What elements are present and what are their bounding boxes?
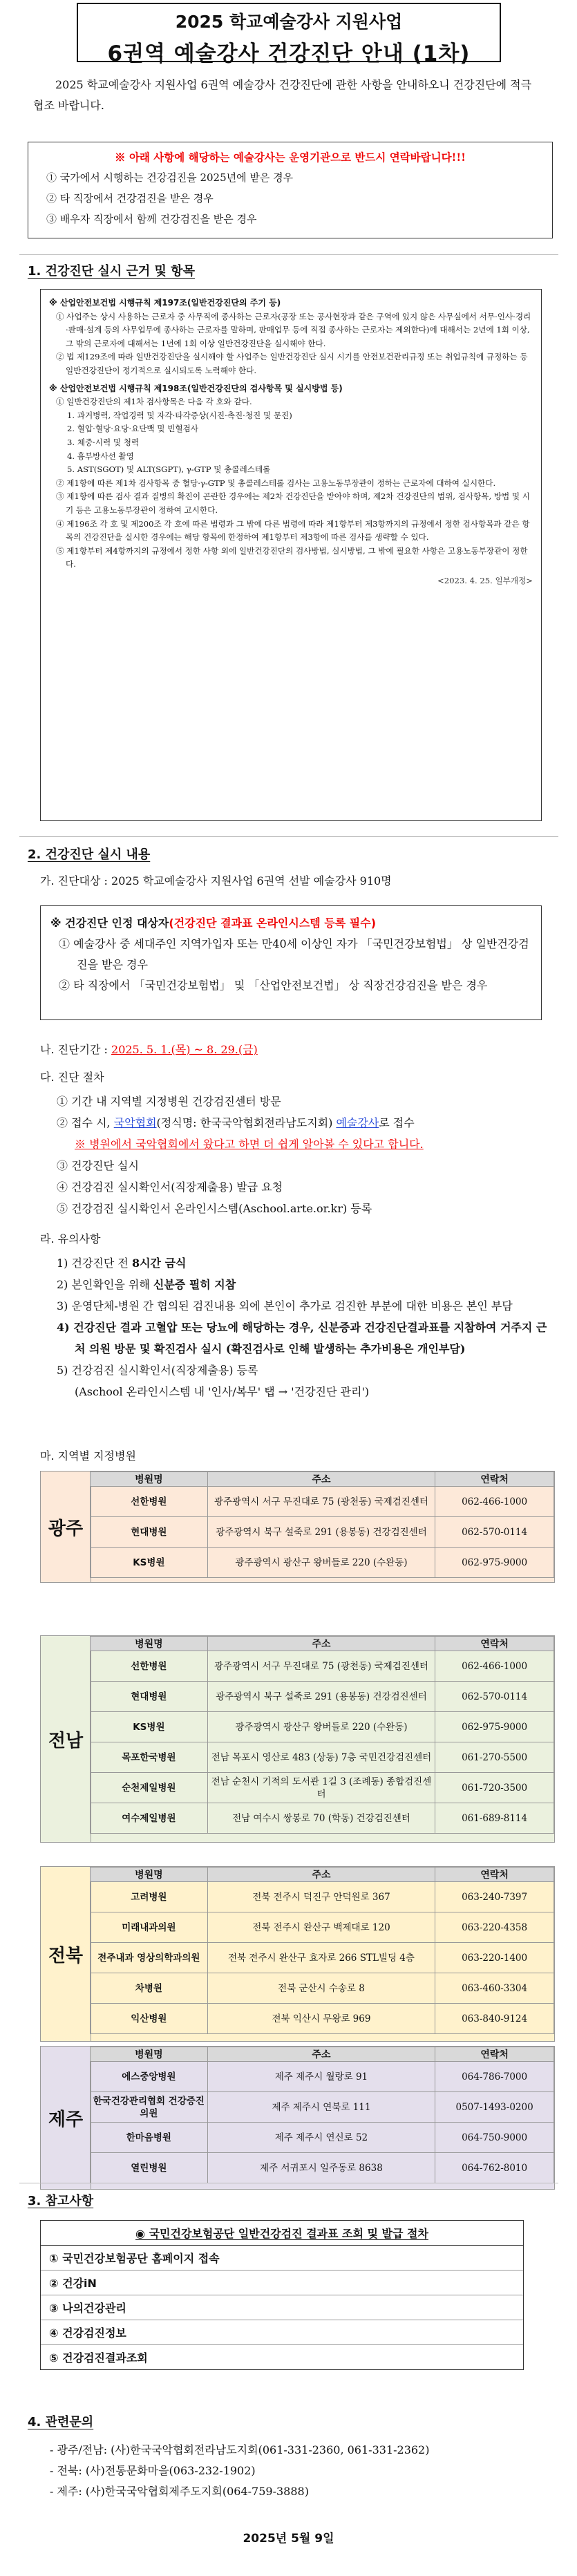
hospital-phone: 063-240-7397 (435, 1882, 554, 1912)
hospital-name: 현대병원 (91, 1517, 208, 1548)
intro-paragraph: 2025 학교예술강사 지원사업 6권역 예술강사 건강진단에 관한 사항을 안내하오니 건강진단에 적극 협조 바랍니다. (33, 78, 532, 112)
reference-step: ② 건강iN (41, 2271, 523, 2295)
hospital-address: 전북 전주시 덕진구 안덕원로 367 (207, 1882, 435, 1912)
section-1-title (28, 261, 195, 279)
hospital-table (90, 2047, 554, 2183)
procedure-step: ④ 건강검진 실시확인서(직장제출용) 발급 요청 (57, 1181, 283, 1194)
table-header: 연락처 (435, 1472, 554, 1487)
table-row (91, 1882, 554, 1912)
hospital-phone: 063-460-3304 (435, 1973, 554, 2004)
region-table (40, 2046, 555, 2190)
law-clause: ① 사업주는 상시 사용하는 근로자 중 사무직에 종사하는 근로자(공장 또는 공사현장과 같은 구역에 있지 않은 사무실에서 서무·인사·경리·판매·설계 등의 사무업무에 종사하는 근로자를 말하며, 판매업무 등에 직접 종사하는 근로자는 제외한다)에 대해서는 2년에 1회 이상, 그 밖의 근로자에 대해서는 1년에 1회 이상 일반건강진단을 실시해야 한다. (56, 311, 531, 348)
table-row (91, 1682, 554, 1712)
hospital-address: 광주광역시 서구 무진대로 75 (광천동) 국제검진센터 (207, 1651, 435, 1682)
eligible-item: ② 타 직장에서 「국민건강보험법」 및 「산업안전보건법」 상 직장건강검진을 받은 경우 (59, 979, 488, 992)
section-3-label: 3. 참고사항 (28, 2194, 94, 2208)
hospital-phone: 062-570-0114 (435, 1682, 554, 1712)
reference-step: ⑤ 건강검진결과조회 (49, 2351, 148, 2365)
table-header: 주소 (207, 1868, 435, 1882)
table-row (91, 1773, 554, 1803)
hospital-address: 전북 전주시 완산구 백제대로 120 (207, 1912, 435, 1943)
law-subitem: 3. 체중·시력 및 청력 (67, 437, 140, 447)
diagnosis-period: 나. 진단기간 : 2025. 5. 1.(목) ~ 8. 29.(금) (40, 1043, 258, 1056)
hospital-name: 차병원 (91, 1973, 208, 2004)
law-subitem: 1. 과거병력, 작업경력 및 자각·타각증상(시진·촉진·청진 및 문진) (67, 410, 292, 420)
law-clause: ② 제1항에 따른 제1차 검사항목 중 혈당·γ-GTP 및 총콜레스테롤 검사는 고용노동부장관이 정하는 근로자에 대하여 실시한다. (56, 478, 496, 488)
hospital-phone: 063-220-4358 (435, 1912, 554, 1943)
table-header: 주소 (207, 2047, 435, 2062)
hospital-name: 여수제일병원 (91, 1803, 208, 1834)
reference-heading: ◉ 국민건강보험공단 일반건강검진 결과표 조회 및 발급 절차 (41, 2221, 523, 2246)
contact-item: - 전북: (사)전통문화마을(063-232-1902) (50, 2464, 256, 2477)
table-row (91, 1548, 554, 1578)
table-row (91, 1487, 554, 1517)
table-header: 병원명 (91, 2047, 208, 2062)
hospital-name: 한마음병원 (91, 2123, 208, 2153)
table-header: 병원명 (91, 1472, 208, 1487)
law-heading-198: ※ 산업안전보건법 시행규칙 제198조(일반건강진단의 검사항목 및 실시방법 등) (49, 383, 343, 393)
law-clause: ③ 제1항에 따른 검사 결과 질병의 확진이 곤란한 경우에는 제2차 건강진단을 받아야 하며, 제2차 건강진단의 범위, 검사항목, 방법 및 시기 등은 고용노동부장관이 정하여 고시한다. (56, 491, 530, 515)
precautions-list (57, 1252, 554, 1402)
diagnosis-target: 가. 진단대상 : 2025 학교예술강사 지원사업 6권역 선발 예술강사 910명 (40, 874, 392, 887)
hospital-phone: 063-840-9124 (435, 2004, 554, 2034)
hospital-phone: 063-220-1400 (435, 1943, 554, 1973)
hospital-name: KS병원 (91, 1548, 208, 1578)
hospital-table (90, 1472, 554, 1578)
notice-box (28, 142, 553, 238)
reference-box (40, 2220, 524, 2370)
table-row (91, 2092, 554, 2123)
table-row (91, 1973, 554, 2004)
section-4-label: 4. 관련문의 (28, 2415, 94, 2429)
hospital-address: 전북 전주시 완산구 효자로 266 STL빌딩 4층 (207, 1943, 435, 1973)
table-row (91, 2004, 554, 2034)
region-table (40, 1866, 555, 2042)
hospital-phone: 061-270-5500 (435, 1742, 554, 1773)
precaution-item: 3) 운영단체-병원 간 협의된 검진내용 외에 본인이 추가로 검진한 부분에 대한 비용은 본인 부담 (57, 1299, 513, 1313)
law-clause: ④ 제196조 각 호 및 제200조 각 호에 따른 법령과 그 밖에 다른 법령에 따라 제1항부터 제3항까지의 규정에서 정한 검사항목과 같은 항목의 건강진단을 실시한 경우에는 해당 항목에 한정하여 제1항부터 제3항에 따른 검사를 생략할 수 있다. (56, 518, 530, 543)
precautions-heading: 라. 유의사항 (40, 1232, 101, 1245)
hospital-name: 익산병원 (91, 2004, 208, 2034)
region-name: 광주 (41, 1472, 91, 1582)
hospital-address: 전남 목포시 영산로 483 (상동) 7층 국민건강검진센터 (207, 1742, 435, 1773)
law-subitem: 5. AST(SGOT) 및 ALT(SGPT), γ-GTP 및 총콜레스테롤 (67, 464, 271, 475)
title-box (77, 3, 501, 66)
hospital-name: 목포한국병원 (91, 1742, 208, 1773)
law-clause: ① 일반건강진단의 제1차 검사항목은 다음 각 호와 같다. (56, 397, 252, 407)
section-divider (19, 254, 558, 255)
hospital-phone: 062-466-1000 (435, 1651, 554, 1682)
hospital-phone: 064-762-8010 (435, 2153, 554, 2183)
table-header: 병원명 (91, 1637, 208, 1651)
table-row (91, 1712, 554, 1742)
table-header: 연락처 (435, 1637, 554, 1651)
hospital-name: 에스중앙병원 (91, 2062, 208, 2092)
reference-step: ③ 나의건강관리 (41, 2295, 523, 2320)
table-row (91, 1943, 554, 1973)
table-header: 연락처 (435, 1868, 554, 1882)
hospital-phone: 062-466-1000 (435, 1487, 554, 1517)
notice-item: ③ 배우자 직장에서 함께 건강검진을 받은 경우 (46, 213, 257, 225)
contact-item: - 제주: (사)한국국악협회제주도지회(064-759-3888) (50, 2485, 309, 2498)
precaution-item: 4) 건강진단 결과 고혈압 또는 당뇨에 해당하는 경우, 신분증과 건강진단결과표를 지참하여 거주지 근처 의원 방문 및 확진검사 실시 (확진검사로 인해 발생하는 추가비용은 개인부담) (57, 1321, 547, 1355)
hospital-name: 선한병원 (91, 1651, 208, 1682)
law-subitem: 2. 혈압·혈당·요당·요단백 및 빈혈검사 (67, 424, 198, 434)
notice-item: ① 국가에서 시행하는 건강검진을 2025년에 받은 경우 (46, 171, 294, 184)
hospital-name: 전주내과 영상의학과의원 (91, 1943, 208, 1973)
section-2-label: 2. 건강진단 실시 내용 (28, 847, 151, 862)
law-subitem: 4. 흉부방사선 촬영 (67, 451, 134, 461)
hospital-address: 전북 군산시 수송로 8 (207, 1973, 435, 2004)
hospital-table (90, 1867, 554, 2034)
procedure-step: ① 기간 내 지역별 지정병원 건강검진센터 방문 (57, 1095, 281, 1108)
hospital-table (90, 1636, 554, 1834)
section-2-title (28, 845, 150, 863)
law-box (40, 289, 542, 821)
region-name: 전북 (41, 1867, 91, 2041)
hospital-address: 제주 제주시 연신로 52 (207, 2123, 435, 2153)
eligible-item: ① 예술강사 중 세대주인 지역가입자 또는 만40세 이상인 자가 「국민건강보험법」 상 일반건강검진을 받은 경우 (59, 937, 529, 971)
table-row (91, 1651, 554, 1682)
hospital-phone: 0507-1493-0200 (435, 2092, 554, 2123)
hospital-address: 광주광역시 서구 무진대로 75 (광천동) 국제검진센터 (207, 1487, 435, 1517)
table-header: 주소 (207, 1472, 435, 1487)
table-header: 병원명 (91, 1868, 208, 1882)
hospital-address: 광주광역시 광산구 왕버들로 220 (수완동) (207, 1548, 435, 1578)
region-table (40, 1471, 555, 1583)
hospital-name: 열린병원 (91, 2153, 208, 2183)
table-header: 연락처 (435, 2047, 554, 2062)
hospital-address: 전북 익산시 무왕로 969 (207, 2004, 435, 2034)
table-row (91, 2062, 554, 2092)
hospital-phone: 064-750-9000 (435, 2123, 554, 2153)
table-header: 주소 (207, 1637, 435, 1651)
hospital-name: 한국건강관리협회 건강증진의원 (91, 2092, 208, 2123)
precaution-sub: (Aschool 온라인시스템 내 '인사/복무' 탭 → '건강진단 관리') (75, 1385, 370, 1398)
hospital-name: 미래내과의원 (91, 1912, 208, 1943)
hospital-address: 광주광역시 광산구 왕버들로 220 (수완동) (207, 1712, 435, 1742)
precaution-item: 2) 본인확인을 위해 신분증 필히 지참 (57, 1278, 236, 1291)
eligible-heading: ※ 건강진단 인정 대상자(건강진단 결과표 온라인시스템 등록 필수) (50, 916, 377, 930)
precaution-item: 5) 건강검진 실시확인서(직장제출용) 등록 (57, 1364, 258, 1377)
hospital-address: 제주 제주시 월랑로 91 (207, 2062, 435, 2092)
region-name: 제주 (41, 2047, 91, 2189)
hospital-address: 전남 순천시 기적의 도서관 1길 3 (조례동) 종합검진센터 (207, 1773, 435, 1803)
hospital-phone: 062-975-9000 (435, 1548, 554, 1578)
reference-step: ④ 건강검진정보 (41, 2320, 523, 2345)
title-line-1: 2025 학교예술강사 지원사업 (175, 12, 403, 32)
hospital-name: KS병원 (91, 1712, 208, 1742)
notice-heading: ※ 아래 사항에 해당하는 예술강사는 운영기관으로 반드시 연락바랍니다!!! (115, 151, 466, 164)
procedure-step: ⑤ 건강검진 실시확인서 온라인시스템(Aschool.arte.or.kr) 등록 (57, 1202, 372, 1215)
hospital-phone: 062-975-9000 (435, 1712, 554, 1742)
table-row (91, 1912, 554, 1943)
notice-item: ② 타 직장에서 건강검진을 받은 경우 (46, 192, 214, 205)
section-4-title (28, 2412, 93, 2430)
table-row (91, 2123, 554, 2153)
hospital-address: 광주광역시 북구 설죽로 291 (용봉동) 건강검진센터 (207, 1682, 435, 1712)
table-row (91, 1803, 554, 1834)
eligible-box (40, 905, 542, 1020)
table-row (91, 1517, 554, 1548)
table-row (91, 1742, 554, 1773)
hospital-address: 전남 여수시 쌍봉로 70 (학동) 건강검진센터 (207, 1803, 435, 1834)
procedure-note: ※ 병원에서 국악협회에서 왔다고 하면 더 쉽게 알아볼 수 있다고 합니다. (75, 1138, 424, 1151)
title-line-2: 6권역 예술강사 건강진단 안내 (1차) (107, 41, 471, 66)
hospital-address: 제주 제주시 연북로 111 (207, 2092, 435, 2123)
section-divider (19, 836, 558, 837)
hospital-address: 제주 서귀포시 일주동로 8638 (207, 2153, 435, 2183)
hospital-name: 순천제일병원 (91, 1773, 208, 1803)
procedure-heading: 다. 진단 절차 (40, 1071, 104, 1084)
hospital-phone: 064-786-7000 (435, 2062, 554, 2092)
table-row (91, 2153, 554, 2183)
procedure-list (57, 1091, 554, 1219)
section-1-label: 1. 건강진단 실시 근거 및 항목 (28, 264, 195, 279)
procedure-step: ② 접수 시, 국악협회(정식명: 한국국악협회전라남도지회) 예술강사로 접수 (57, 1116, 415, 1129)
hospital-name: 현대병원 (91, 1682, 208, 1712)
section-3-title (28, 2191, 93, 2209)
document-date: 2025년 5월 9일 (243, 2532, 334, 2546)
procedure-step: ③ 건강진단 실시 (57, 1159, 139, 1172)
law-revision-note: <2023. 4. 25. 일부개정> (437, 575, 533, 585)
hospital-address: 광주광역시 북구 설죽로 291 (용봉동) 건강검진센터 (207, 1517, 435, 1548)
hospital-heading: 마. 지역별 지정병원 (40, 1449, 136, 1463)
reference-step: ① 국민건강보험공단 홈페이지 접속 (41, 2246, 523, 2271)
hospital-phone: 061-720-3500 (435, 1773, 554, 1803)
hospital-phone: 062-570-0114 (435, 1517, 554, 1548)
hospital-phone: 061-689-8114 (435, 1803, 554, 1834)
contact-item: - 광주/전남: (사)한국국악협회전라남도지회(061-331-2360, 061-331-2362) (50, 2443, 430, 2456)
law-clause: ② 법 제129조에 따라 일반건강진단을 실시해야 할 사업주는 일반건강진단 실시 시기를 안전보건관리규정 또는 취업규칙에 규정하는 등 일반건강진단이 정기적으로 실시되도록 노력해야 한다. (56, 352, 528, 375)
law-clause: ⑤ 제1항부터 제4항까지의 규정에서 정한 사항 외에 일반건강진단의 검사방법, 실시방법, 그 밖에 필요한 사항은 고용노동부장관이 정한다. (56, 545, 528, 570)
law-heading-197: ※ 산업안전보건법 시행규칙 제197조(일반건강진단의 주기 등) (49, 298, 281, 308)
region-name: 전남 (41, 1636, 91, 1842)
hospital-name: 고려병원 (91, 1882, 208, 1912)
hospital-name: 선한병원 (91, 1487, 208, 1517)
precaution-item: 1) 건강진단 전 8시간 금식 (57, 1257, 187, 1270)
contact-list (50, 2440, 429, 2502)
region-table (40, 1635, 555, 1843)
